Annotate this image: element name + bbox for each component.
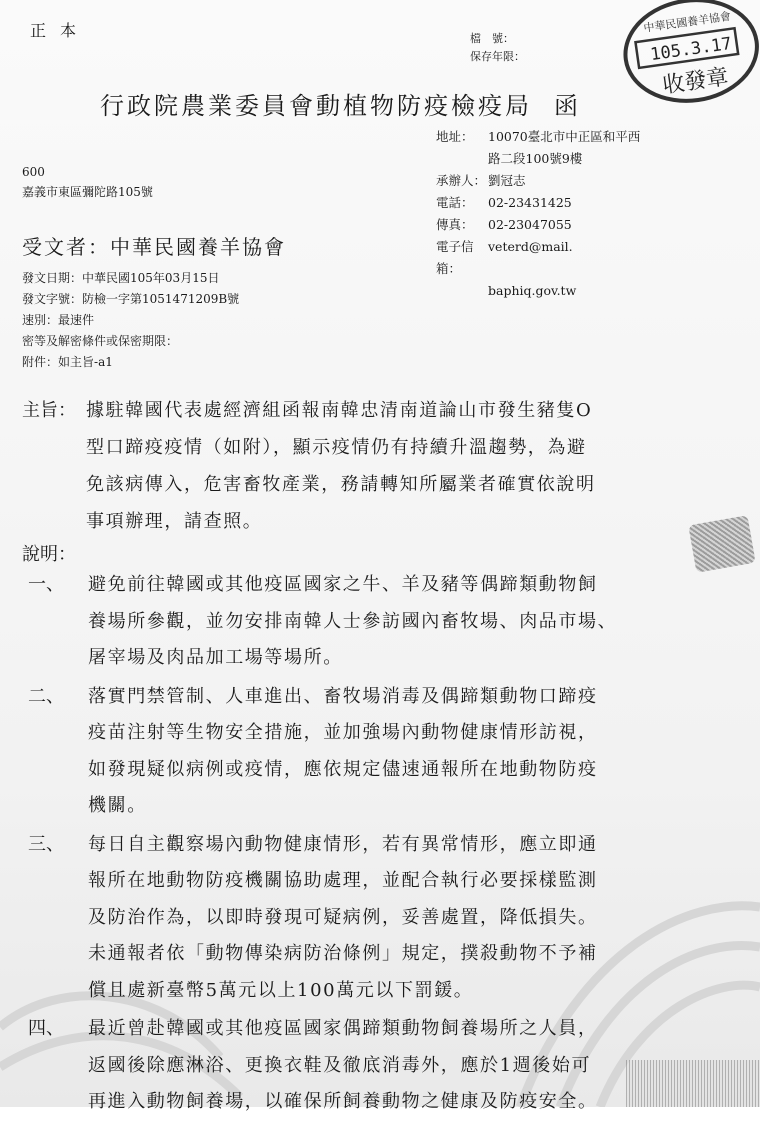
dispatch-date: 中華民國105年03月15日 — [82, 271, 220, 285]
item-line: 如發現疑似病例或疫情，應依規定儘速通報所在地動物防疫 — [88, 758, 598, 780]
recipient: 受文者：中華民國養羊協會 — [22, 235, 286, 259]
stamp-top-text: 中華民國養羊協會 — [642, 9, 732, 35]
speed-value: 最速件 — [58, 313, 95, 327]
item-line: 未通報者依「動物傳染病防治條例」規定，撲殺動物不予補 — [88, 943, 598, 964]
item-line: 最近曾赴韓國或其他疫區國家偶蹄類動物飼養場所之人員， — [88, 1018, 598, 1039]
explanation-items — [28, 567, 748, 1123]
receipt-stamp — [620, 0, 760, 112]
scan-artifact — [626, 1060, 760, 1107]
document-kind: 函 — [554, 92, 581, 120]
fax-label: 傳真： — [436, 217, 474, 232]
handler-name: 劉冠志 — [488, 173, 526, 188]
item-line: 養場所參觀，並勿安排南韓人士參訪國內畜牧場、肉品市場、 — [88, 610, 618, 632]
item-line: 每日自主觀察場內動物健康情形，若有異常情形，應立即通 — [88, 833, 598, 855]
address-label: 地址： — [436, 129, 474, 144]
phone-number: 02-23431425 — [488, 195, 572, 210]
item-line: 償且處新臺幣5萬元以上100萬元以下罰鍰。 — [88, 979, 474, 1001]
item-number: 一、 — [28, 574, 64, 595]
dispatch-ref-label: 發文字號： — [22, 292, 83, 306]
ink-smudge — [688, 515, 755, 573]
agency-title — [100, 86, 581, 121]
retention-label: 保存年限： — [470, 50, 525, 63]
item-text — [88, 567, 688, 677]
explanation-label: 說明： — [22, 544, 76, 565]
secrecy-label: 密等及解密條件或保密期限： — [22, 334, 179, 348]
attachment-value: 如主旨-a1 — [58, 355, 113, 369]
subject-line: 據駐韓國代表處經濟組函報南韓忠清南道論山市發生豬隻O — [86, 400, 593, 421]
item-number: 四、 — [28, 1018, 64, 1039]
item-number: 三、 — [28, 833, 64, 855]
subject-line: 事項辦理，請查照。 — [86, 511, 263, 532]
speed-label: 速別： — [22, 313, 59, 327]
item-text — [88, 1011, 688, 1121]
handler-label: 承辦人： — [436, 173, 487, 188]
contact-block — [436, 126, 640, 302]
dispatch-date-label: 發文日期： — [22, 271, 83, 285]
subject-section — [22, 392, 716, 540]
item-line: 返國後除應淋浴、更換衣鞋及徹底消毒外，應於1週後始可 — [88, 1054, 592, 1076]
item-line: 報所在地動物防疫機關協助處理，並配合執行必要採樣監測 — [88, 870, 598, 891]
attachment-label: 附件： — [22, 355, 59, 369]
postal-zip: 600 — [22, 165, 45, 179]
postal-address — [22, 162, 153, 202]
item-number: 二、 — [28, 685, 64, 707]
item-line: 落實門禁管制、人車進出、畜牧場消毒及偶蹄類動物口蹄疫 — [88, 685, 598, 707]
item-line: 及防治作為，以即時發現可疑病例，妥善處置，降低損失。 — [88, 906, 598, 928]
address-line1: 10070臺北市中正區和平西 — [488, 129, 641, 144]
file-number-label: 檔 號： — [470, 32, 514, 45]
agency-name: 行政院農業委員會動植物防疫檢疫局 — [100, 92, 532, 120]
item-line: 疫苗注射等生物安全措施，並加強場內動物健康情形訪視， — [88, 722, 598, 743]
email-line1: veterd@mail. — [488, 239, 573, 254]
item-line: 機關。 — [88, 795, 147, 816]
subject-line: 型口蹄疫疫情（如附），顯示疫情仍有持續升溫趨勢，為避 — [86, 437, 587, 458]
subject-label: 主旨： — [22, 400, 76, 421]
postal-street: 嘉義市東區彌陀路105號 — [22, 185, 153, 199]
item-line: 屠宰場及肉品加工場等場所。 — [88, 647, 343, 668]
subject-line: 免該病傳入，危害畜牧產業，務請轉知所屬業者確實依說明 — [86, 474, 596, 495]
email-line2: baphiq.gov.tw — [488, 283, 577, 298]
fax-number: 02-23047055 — [488, 217, 572, 232]
item-line: 避免前往韓國或其他疫區國家之牛、羊及豬等偶蹄類動物飼 — [88, 574, 598, 595]
item-line: 再進入動物飼養場，以確保所飼養動物之健康及防疫安全。 — [88, 1091, 598, 1112]
stamp-bottom-text: 收發章 — [661, 64, 731, 99]
dispatch-meta — [22, 268, 239, 373]
phone-label: 電話： — [436, 195, 474, 210]
file-meta — [470, 30, 530, 66]
dispatch-ref: 防檢一字第1051471209B號 — [82, 292, 240, 306]
email-label: 電子信箱： — [436, 239, 474, 276]
copy-mark: 正本 — [30, 21, 91, 40]
explanation-item — [28, 679, 748, 825]
item-text — [88, 827, 688, 1010]
address-line2: 路二段100號9樓 — [488, 151, 583, 166]
explanation-item — [28, 827, 748, 1010]
stamp-date: 105.3.17 — [649, 33, 733, 66]
item-text — [88, 679, 688, 825]
explanation-item — [28, 567, 748, 677]
subject-body — [86, 392, 716, 540]
